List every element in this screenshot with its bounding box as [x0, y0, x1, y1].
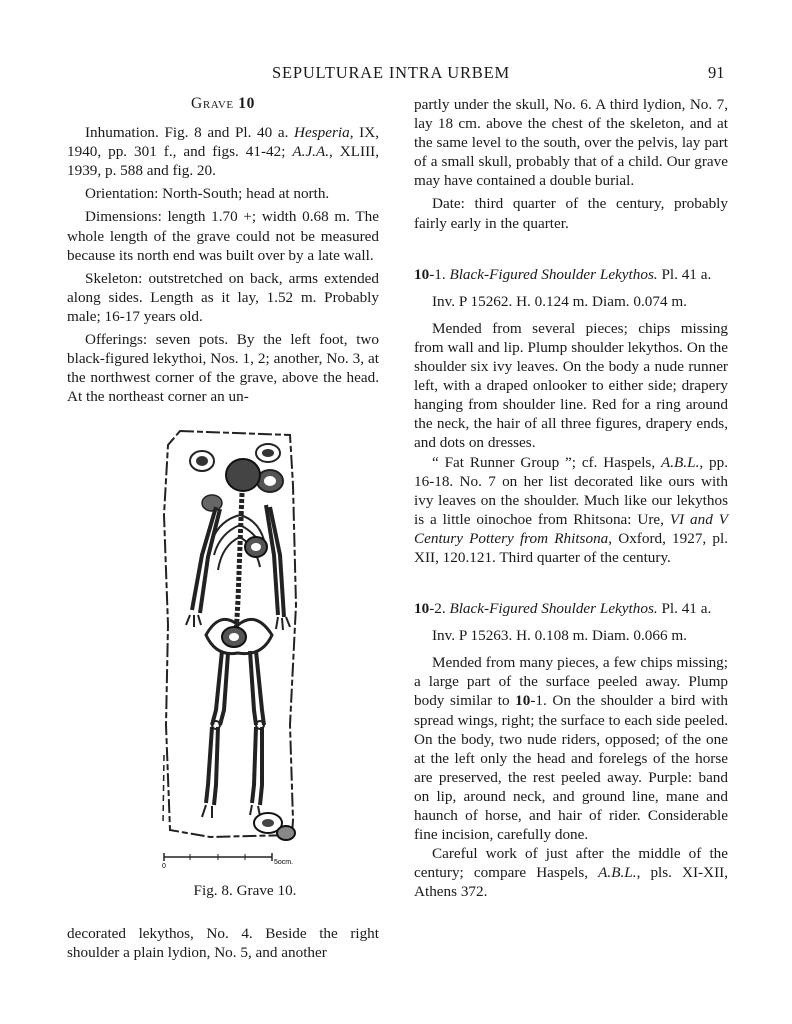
commentary-text-a: “ Fat Runner Group ”; cf. Haspels,	[432, 453, 661, 471]
hesperia-citation: Hesperia	[294, 124, 350, 142]
orientation-paragraph: Orientation: North-South; head at north.	[85, 185, 330, 203]
inhumation-paragraph	[67, 123, 379, 180]
description-text-c: -1. On the shoulder a bird with spread wings, right; the surface to each side peeled. On the body, two nude riders, opposed; of the one at the left only the head and forelegs of the horse are preserved, the rest peeled away. Purple: band on lip, around neck, and ground line, mane and haunch of horse, and hair of rider. Considerable fine incision, carefully done.	[414, 692, 728, 844]
date-paragraph: Date: third quarter of the century, probably fairly early in the quarter.	[414, 195, 728, 232]
skeleton-paragraph: Skeleton: outstretched on back, arms extended along sides. Length as it lay, 1.52 m. Probably male; 16-17 years old.	[67, 269, 379, 325]
entry-plate: Pl. 41 a.	[657, 265, 712, 283]
entry-inventory: Inv. P 15263. H. 0.108 m. Diam. 0.066 m.	[432, 627, 687, 645]
entry-commentary	[414, 453, 728, 568]
catalogue-entry-heading	[414, 599, 728, 618]
left-column	[67, 94, 379, 406]
abl-citation: A.B.L.	[598, 864, 637, 882]
right-column	[414, 95, 728, 901]
offerings-paragraph: Offerings: seven pots. By the left foot, two black-figured lekythoi, Nos. 1, 2; another, No. 3, at the northwest corner of the grave, above the head. At the northeast corner an un-	[67, 331, 379, 406]
entry-number: 10	[414, 600, 430, 618]
cross-reference-number: 10	[515, 692, 531, 710]
entry-description: Mended from several pieces; chips missing from wall and lip. Plump shoulder lekythos. On the shoulder six ivy leaves. On the body a nude runner left, with a draped onlooker to either side; drapery hanging from shoulder line. Red for a ring around the neck, the hair of all three figures, drapery ends, and dots on dresses.	[414, 319, 728, 452]
entry-suffix: -1.	[429, 265, 450, 283]
entry-description	[414, 653, 728, 844]
running-title: SEPULTURAE INTRA URBEM	[272, 63, 510, 82]
grave-plan-drawing	[150, 425, 310, 870]
entry-commentary	[414, 844, 728, 901]
entry-plate: Pl. 41 a.	[657, 600, 712, 618]
pot-north-east-icon	[256, 444, 280, 462]
inhumation-text-c: , IX, 1940, pp. 301 f., and figs. 41-42;	[67, 124, 379, 161]
scale-label: 5ocm.	[274, 859, 294, 866]
commentary-text-c: , pls. XI-XII, Athens 372.	[414, 864, 728, 901]
grave-heading-number: 10	[238, 95, 255, 112]
entry-title: Black-Figured Shoulder Lekythos.	[449, 600, 658, 618]
inhumation-text-a: Inhumation. Fig. 8 and Pl. 40 a.	[85, 124, 295, 142]
ure-citation-title: VI and V Century Pottery from Rhitsona	[414, 510, 728, 547]
right-continuation-paragraph: partly under the skull, No. 6. A third lydion, No. 7, lay 18 cm. above the chest of the skeleton, and at the same level to the south, over the pelvis, lay part of a small skull, probably that of a child. Our grave may have contained a double burial.	[414, 96, 728, 190]
entry-suffix: -2.	[429, 600, 450, 618]
entry-number: 10	[414, 265, 430, 283]
skull-icon	[226, 459, 260, 491]
entry-inventory: Inv. P 15262. H. 0.124 m. Diam. 0.074 m.	[432, 292, 687, 310]
catalogue-entry-heading	[414, 265, 728, 284]
scale-bar	[162, 853, 293, 870]
commentary-text-c: , pp. 16-18. No. 7 on her list decorated like ours with ivy leaves on the shoulder. Much like our lekythos is a little oinochoe from Rhitsona: Ure,	[414, 453, 728, 528]
left-continuation-paragraph: decorated lekythos, No. 4. Beside the right shoulder a plain lydion, No. 5, and another	[67, 925, 379, 962]
grave-heading	[67, 94, 379, 113]
entry-title: Black-Figured Shoulder Lekythos.	[449, 265, 658, 283]
commentary-text-e: , Oxford, 1927, pl. XII, 120.121. Third quarter of the century.	[414, 529, 728, 566]
commentary-text-a: Careful work of just after the middle of the century; compare Haspels,	[414, 845, 728, 882]
dimensions-paragraph: Dimensions: length 1.70 +; width 0.68 m. The whole length of the grave could not be measured because its north end was built over by a late wall.	[67, 208, 379, 264]
abl-citation: A.B.L.	[660, 453, 700, 471]
pot-north-west-icon	[190, 451, 214, 471]
page-number: 91	[708, 63, 725, 82]
figure-caption: Fig. 8. Grave 10.	[193, 882, 297, 899]
description-text-a: Mended from many pieces, a few chips missing; a large part of the surface peeled away. Plump body similar to	[414, 654, 728, 710]
scale-zero-label: 0	[162, 863, 166, 870]
aja-citation: A.J.A.	[292, 143, 330, 161]
inhumation-text-e: , XLIII, 1939, p. 588 and fig. 20.	[67, 143, 380, 180]
grave-heading-word: Grave	[191, 95, 234, 112]
grave-plan-figure	[150, 425, 310, 870]
left-column-bottom	[67, 924, 379, 962]
